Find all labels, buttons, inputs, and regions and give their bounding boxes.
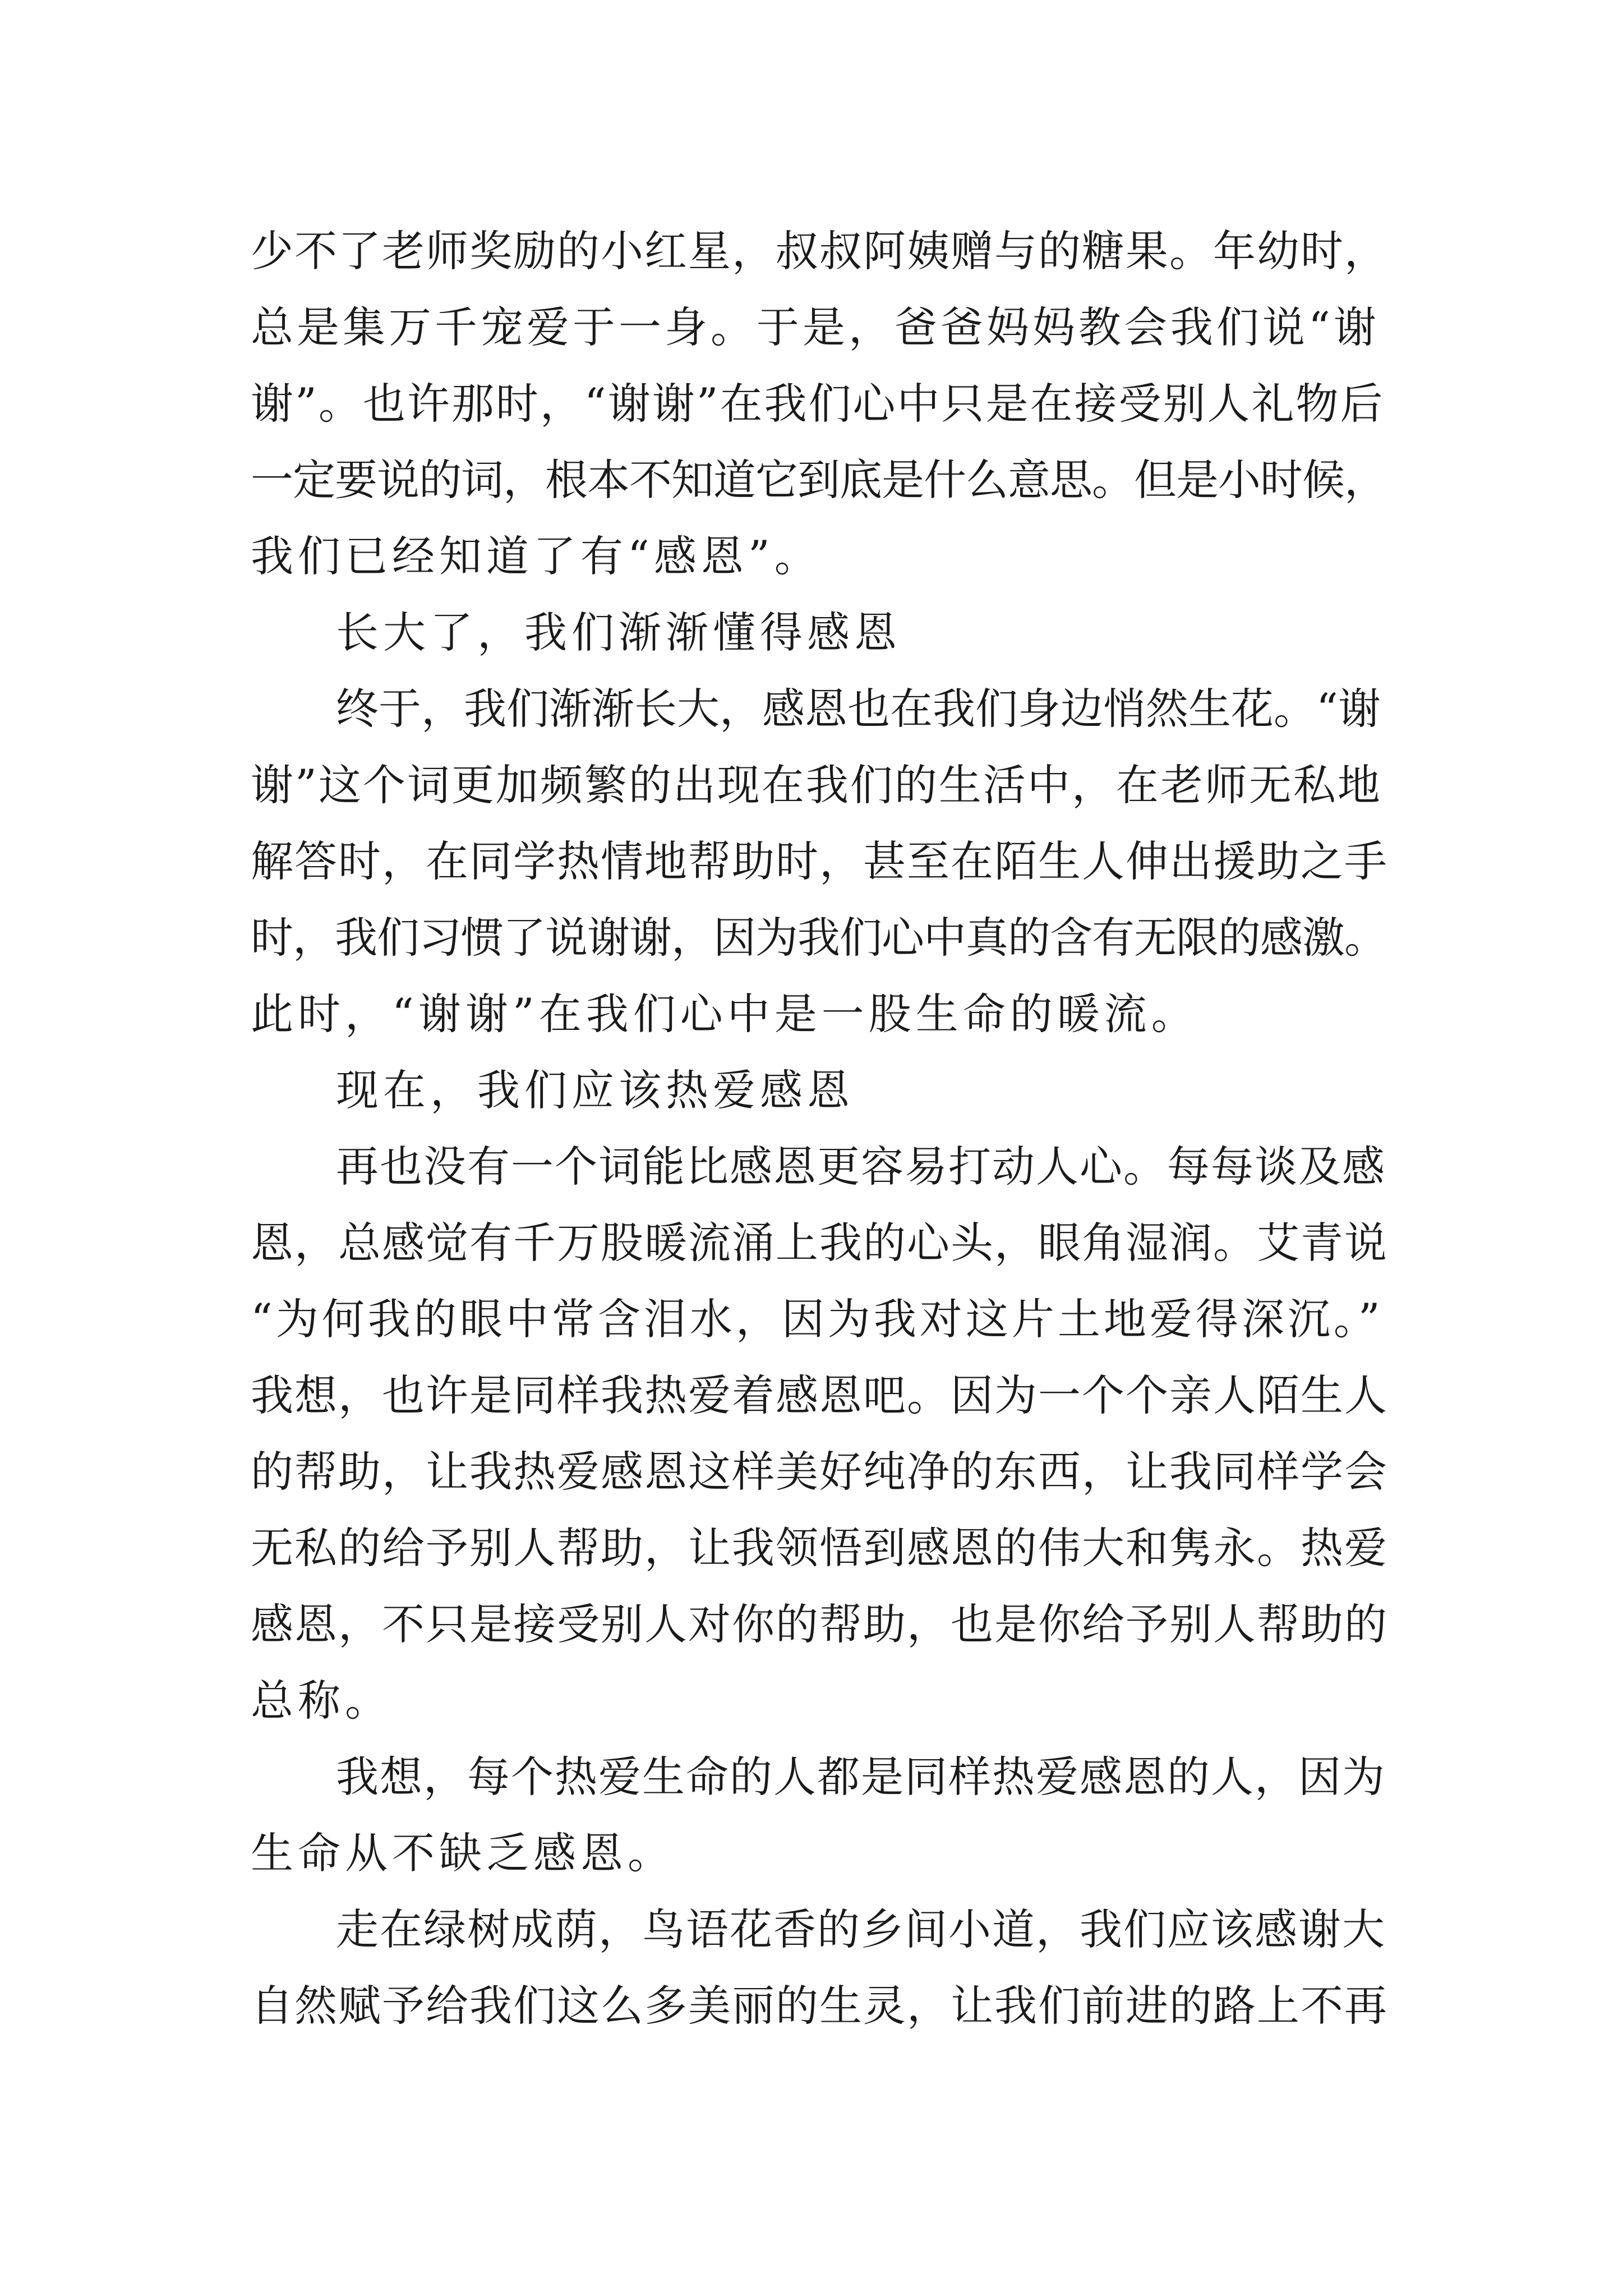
- text-line: 无私的给予别人帮助，让我领悟到感恩的伟大和隽永。热爱: [251, 1523, 1388, 1573]
- section-heading: 现在，我们应该热爱感恩: [336, 1065, 854, 1115]
- text-line: 再也没有一个词能比感恩更容易打动人心。每每谈及感: [336, 1142, 1386, 1191]
- body-text: [251, 213, 1389, 2044]
- text-line: 一定要说的词，根本不知道它到底是什么意思。但是小时候，: [251, 455, 1386, 505]
- text-line: 时，我们习惯了说谢谢，因为我们心中真的含有无限的感激。: [251, 913, 1386, 963]
- text-line: “为何我的眼中常含泪水，因为我对这片土地爱得深沉。”: [251, 1294, 1384, 1344]
- text-line: 谢”这个词更加频繁的出现在我们的生活中，在老师无私地: [251, 760, 1382, 810]
- text-line: 的帮助，让我热爱感恩这样美好纯净的东西，让我同样学会: [251, 1447, 1388, 1497]
- text-line: 总称。: [251, 1676, 392, 1726]
- text-line: 终于，我们渐渐长大，感恩也在我们身边悄然生花。“谢: [336, 684, 1381, 734]
- text-line: 此时，“谢谢”在我们心中是一股生命的暖流。: [251, 989, 1198, 1039]
- text-line: 我们已经知道了有“感恩”。: [251, 531, 822, 581]
- section-heading: 长大了，我们渐渐懂得感恩: [336, 608, 901, 657]
- text-line: 感恩，不只是接受别人对你的帮助，也是你给予别人帮助的: [251, 1599, 1388, 1649]
- text-line: 总是集万千宠爱于一身。于是，爸爸妈妈教会我们说“谢: [251, 302, 1380, 352]
- text-line: 谢”。也许那时，“谢谢”在我们心中只是在接受别人礼物后: [251, 379, 1385, 429]
- text-line: 恩，总感觉有千万股暖流涌上我的心头，眼角湿润。艾青说: [251, 1218, 1388, 1268]
- text-line: 走在绿树成荫，鸟语花香的乡间小道，我们应该感谢大: [336, 1904, 1386, 1954]
- text-line: 解答时，在同学热情地帮助时，甚至在陌生人伸出援助之手: [251, 836, 1388, 886]
- text-line: 我想，也许是同样我热爱着感恩吧。因为一个个亲人陌生人: [251, 1370, 1388, 1420]
- text-line: 少不了老师奖励的小红星，叔叔阿姨赠与的糖果。年幼时，: [251, 226, 1388, 276]
- text-line: 自然赋予给我们这么多美丽的生灵，让我们前进的路上不再: [251, 1981, 1388, 2031]
- text-line: 生命从不缺乏感恩。: [251, 1828, 675, 1878]
- text-line: 我想，每个热爱生命的人都是同样热爱感恩的人，因为: [336, 1752, 1386, 1802]
